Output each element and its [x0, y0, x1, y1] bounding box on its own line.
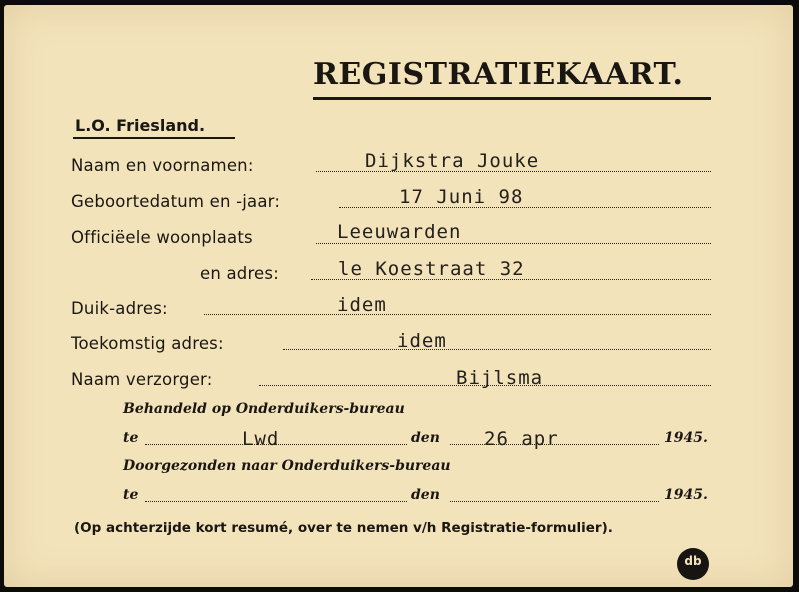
processed-te-label: te [123, 430, 139, 446]
name-value: Dijkstra Jouke [365, 150, 540, 172]
hiding-address-value: idem [337, 294, 387, 316]
address-value: le Koestraat 32 [338, 258, 525, 280]
name-label: Naam en voornamen: [71, 156, 254, 175]
residence-value: Leeuwarden [337, 221, 462, 243]
processed-te-value: Lwd [242, 428, 280, 450]
processed-year: 1945. [664, 430, 708, 446]
future-address-label: Toekomstig adres: [71, 334, 224, 353]
forwarded-te-label: te [123, 487, 139, 503]
forwarded-te-dotted-line [145, 501, 407, 502]
hiding-address-dotted-line [204, 314, 711, 315]
address-label: en adres: [200, 264, 279, 283]
residence-label: Officiëele woonplaats [71, 228, 253, 247]
card-title: REGISTRATIEKAART. [313, 57, 684, 92]
birthdate-dotted-line [339, 207, 711, 208]
caretaker-label: Naam verzorger: [71, 370, 213, 389]
birthdate-label: Geboortedatum en -jaar: [71, 192, 281, 211]
forwarded-heading: Doorgezonden naar Onderduikers-bureau [123, 458, 451, 474]
hiding-address-label: Duik-adres: [71, 299, 168, 318]
caretaker-value: Bijlsma [456, 367, 544, 389]
processed-heading: Behandeld op Onderduikers-bureau [123, 401, 405, 417]
processed-den-value: 26 apr [484, 428, 559, 450]
forwarded-year: 1945. [664, 487, 708, 503]
footer-note: (Op achterzijde kort resumé, over te nemen v/h Registratie-formulier). [74, 520, 613, 536]
processed-den-label: den [411, 430, 440, 446]
printer-logo-icon: db [677, 548, 709, 580]
future-address-dotted-line [283, 349, 711, 350]
organization-underline [73, 137, 235, 139]
future-address-value: idem [397, 330, 447, 352]
forwarded-den-label: den [411, 487, 440, 503]
registration-card [4, 5, 793, 587]
organization-label: L.O. Friesland. [75, 116, 206, 135]
forwarded-den-dotted-line [450, 501, 659, 502]
birthdate-value: 17 Juni 98 [399, 186, 524, 208]
residence-dotted-line [316, 243, 711, 244]
title-underline [313, 97, 711, 100]
